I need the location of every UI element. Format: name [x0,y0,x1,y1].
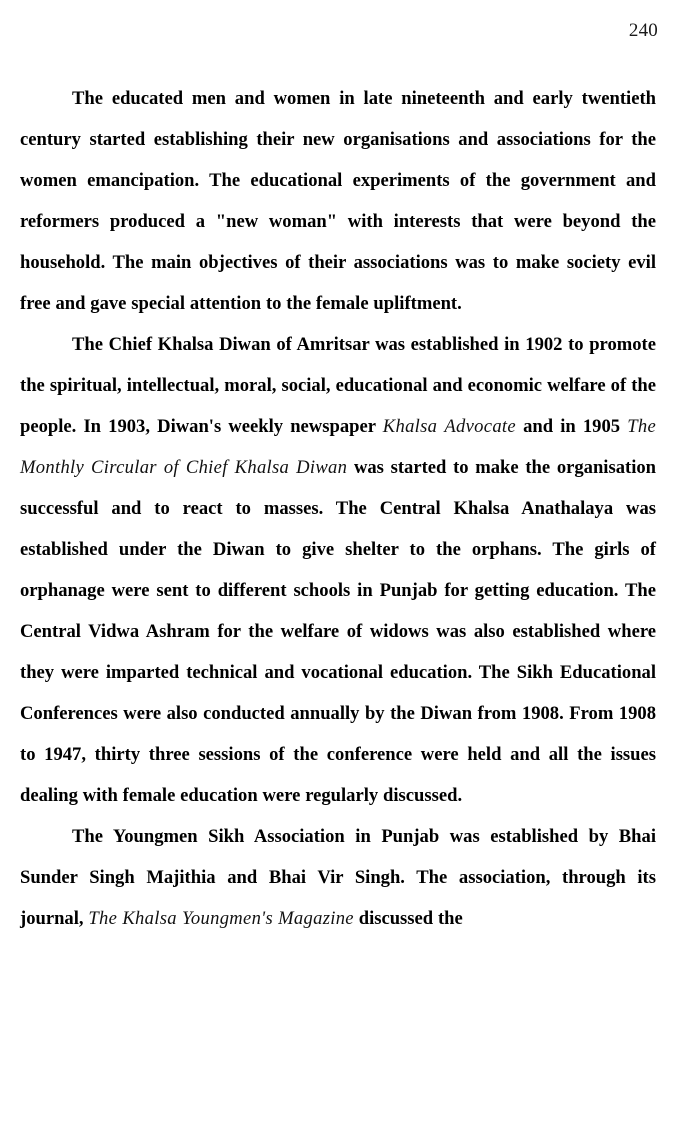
publication-title: Khalsa Advocate [382,416,516,437]
paragraph-3 [20,816,656,939]
body-text-block [20,78,656,939]
page-number: 240 [628,20,658,41]
text-run: and in 1905 [515,416,628,437]
text-run: discussed the [353,908,463,929]
page-header [20,20,658,46]
paragraph-1 [20,78,656,324]
text-run: was started to make the organisation successful and to react to masses. The Central Khalsa Anathalaya was established under the Diwan to give shelter to the orphans. The girls of orphanage were sent to different schools in Punjab for getting education. The Central Vidwa Ashram for the welfare of widows was also established where they were imparted technical and vocational education. The Sikh Educational Conferences were also conducted annually by the Diwan from 1908. From 1908 to 1947, thirty three sessions of the conference were held and all the issues dealing with female education were regularly discussed. [20,457,656,806]
publication-title: The Khalsa Youngmen's Magazine [88,908,354,929]
text-run: The Chief Khalsa Diwan of Amritsar was established in 1902 to promote the spiritual, intellectual, moral, social, educational and economic welfare of the people. In 1903, Diwan's weekly newspaper [20,334,656,437]
publication-title: The Monthly Circular of Chief Khalsa Diwan [20,416,656,478]
text-run: The Youngmen Sikh Association in Punjab was established by Bhai Sunder Singh Majithia and Bhai Vir Singh. The association, through its journal, [20,826,656,929]
page-bottom-margin [0,1060,700,1125]
paragraph-2 [20,324,656,816]
text-run: The educated men and women in late nineteenth and early twentieth century started establishing their new organisations and associations for the women emancipation. The educational experiments of the government and reformers produced a "new woman" with interests that were beyond the household. The main objectives of their associations was to make society evil free and gave special attention to the female upliftment. [20,88,656,314]
